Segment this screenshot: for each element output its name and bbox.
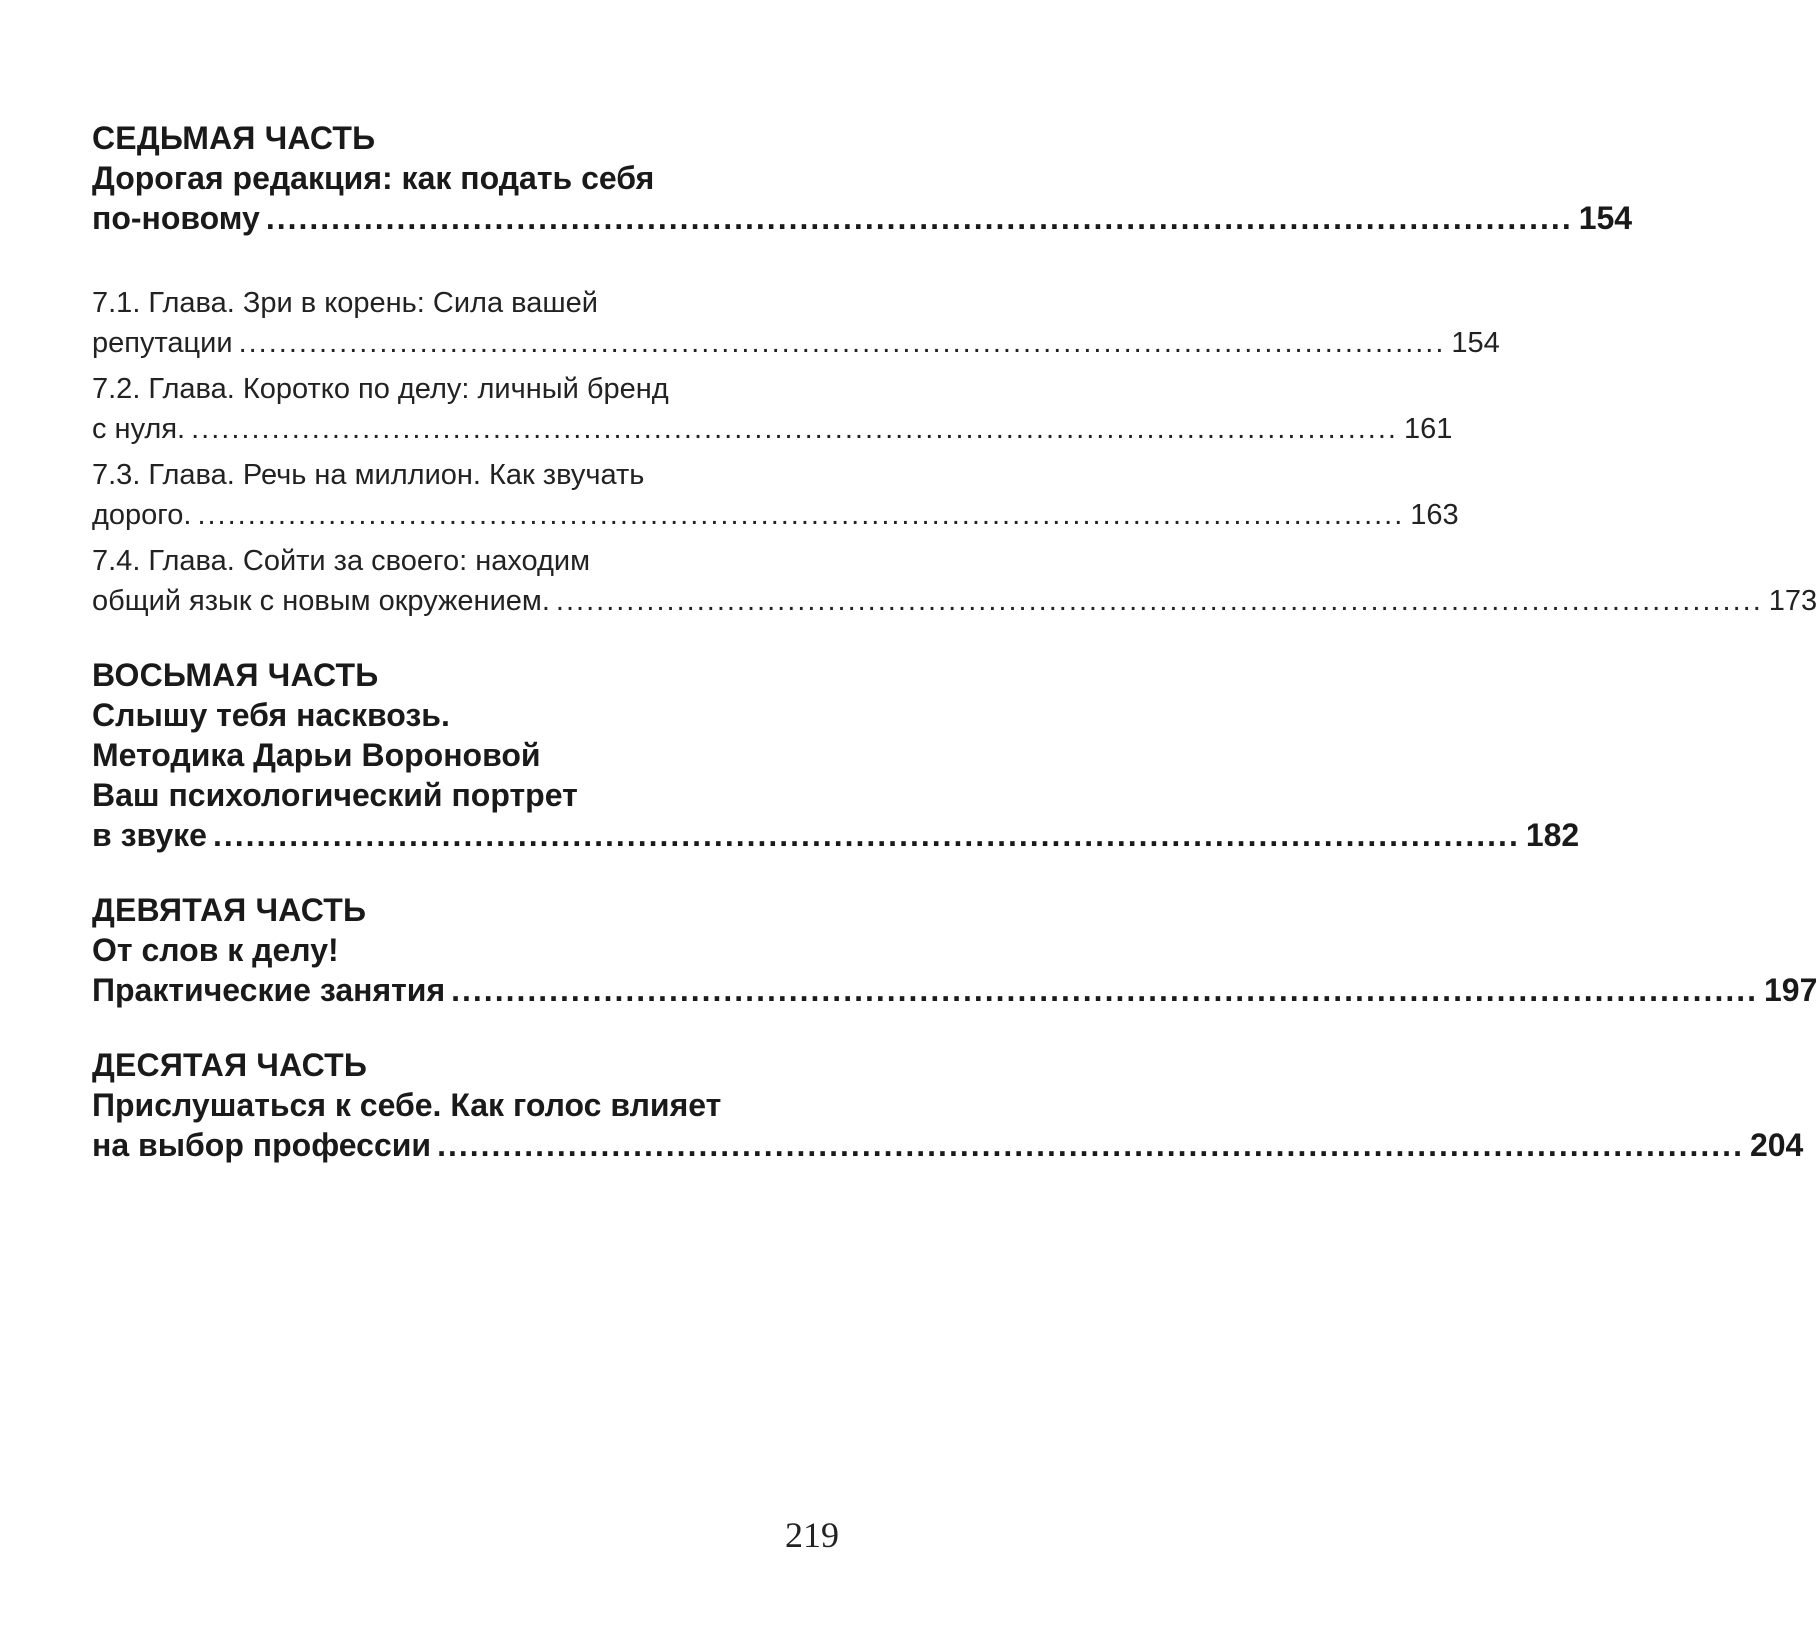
chapter-title-last-line: общий язык с новым окружением. (92, 585, 550, 617)
part-title-last-line: на выбор профессии (92, 1127, 432, 1163)
part-title-line: От слов к делу! (92, 932, 339, 968)
part-heading: СЕДЬМАЯ ЧАСТЬ (92, 120, 376, 156)
page-ref: 182 (1525, 817, 1580, 853)
chapter-title-line: 7.2. Глава. Коротко по делу: личный бренд (92, 373, 669, 405)
page-ref: 163 (1410, 499, 1459, 531)
part-heading: ВОСЬМАЯ ЧАСТЬ (92, 657, 379, 693)
toc-part-10 (92, 1045, 1804, 1165)
dot-leader: ........................................................................................................................ (265, 200, 1573, 236)
toc-chapter-7-2 (92, 369, 1453, 449)
part-title-leader-line (92, 815, 1580, 855)
page-number: 219 (785, 1515, 839, 1555)
dot-leader: ........................................................................................................................ (451, 972, 1758, 1008)
part-heading: ДЕСЯТАЯ ЧАСТЬ (92, 1047, 368, 1083)
part-title-last-line: Практические занятия (92, 972, 446, 1008)
chapter-title-last-line: с нуля. (92, 413, 186, 445)
page-ref: 154 (1451, 327, 1500, 359)
part-title-line: Слышу тебя насквозь. (92, 697, 450, 733)
dot-leader: ........................................................................................................................ (197, 499, 1405, 531)
toc-part-7 (92, 118, 1633, 238)
chapter-leader-line (92, 581, 1817, 621)
chapter-title-line: 7.3. Глава. Речь на миллион. Как звучать (92, 459, 645, 491)
part-title-last-line: в звуке (92, 817, 207, 853)
toc-chapter-7-4 (92, 541, 1817, 621)
toc-chapter-7-3 (92, 455, 1459, 535)
chapter-leader-line (92, 323, 1500, 363)
dot-leader: ........................................................................................................................ (191, 413, 1398, 445)
chapter-leader-line (92, 495, 1459, 535)
part-title-line: Дорогая редакция: как подать себя (92, 160, 655, 196)
dot-leader: ........................................................................................................................ (555, 585, 1763, 617)
part-title-line: Ваш психологический портрет (92, 777, 578, 813)
page-ref: 154 (1578, 200, 1633, 236)
dot-leader: ........................................................................................................................ (238, 327, 1446, 359)
chapter-title-last-line: дорого. (92, 499, 192, 531)
part-title-leader-line (92, 970, 1817, 1010)
part-title-line: Методика Дарьи Вороновой (92, 737, 541, 773)
part-title-leader-line (92, 1125, 1804, 1165)
chapter-title-line: 7.4. Глава. Сойти за своего: находим (92, 545, 591, 577)
chapter-title-last-line: репутации (92, 327, 233, 359)
toc-chapter-7-1 (92, 283, 1500, 363)
part-title-last-line: по-новому (92, 200, 260, 236)
chapter-title-line: 7.1. Глава. Зри в корень: Сила вашей (92, 287, 598, 319)
dot-leader: ........................................................................................................................ (437, 1127, 1744, 1163)
page-ref: 173 (1768, 585, 1817, 617)
part-heading: ДЕВЯТАЯ ЧАСТЬ (92, 892, 367, 928)
part-title-leader-line (92, 198, 1633, 238)
part-title-line: Прислушаться к себе. Как голос влияет (92, 1087, 722, 1123)
chapter-leader-line (92, 409, 1453, 449)
dot-leader: ........................................................................................................................ (212, 817, 1520, 853)
page-ref: 161 (1403, 413, 1453, 445)
page-ref: 204 (1749, 1127, 1804, 1163)
page-ref: 197 (1764, 972, 1817, 1008)
toc-part-8 (92, 655, 1580, 855)
toc-part-9 (92, 890, 1817, 1010)
